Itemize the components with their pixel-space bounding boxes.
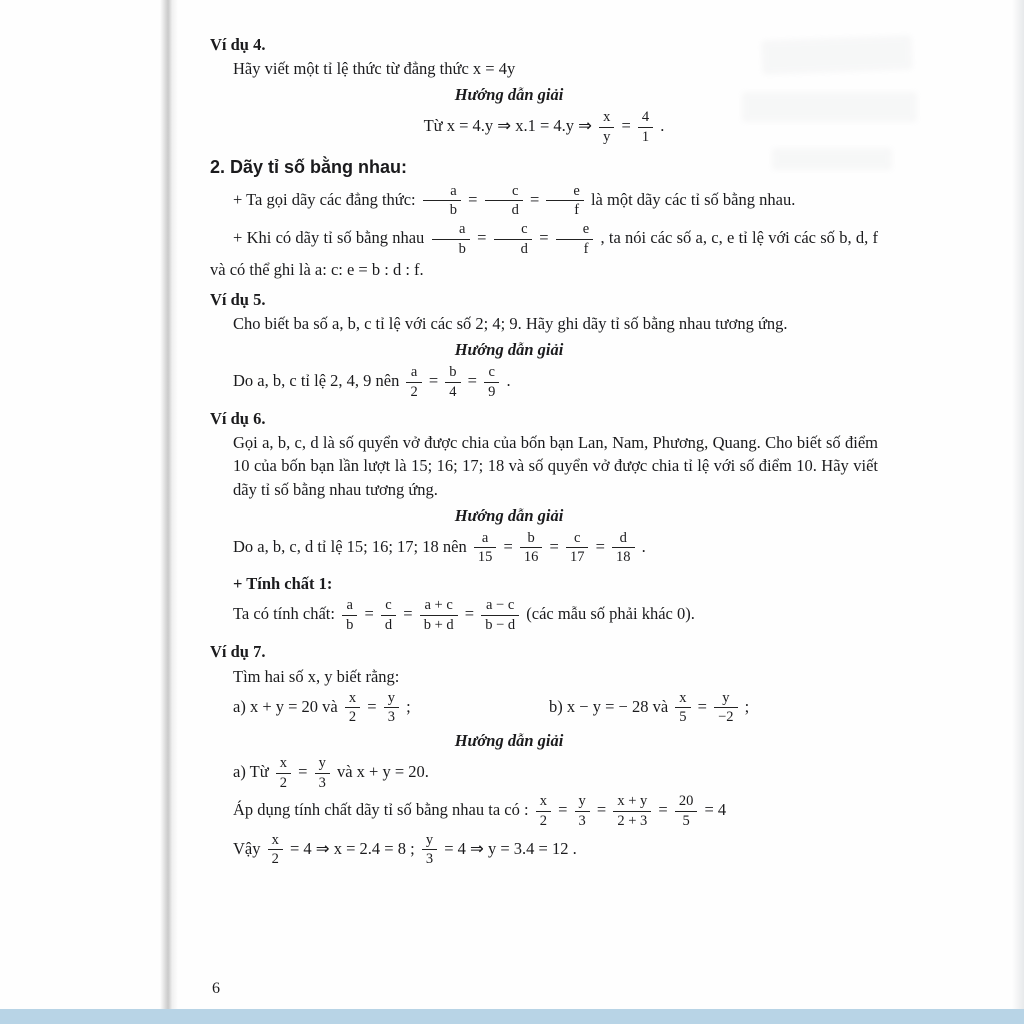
block-math: Do a, b, c tỉ lệ 2, 4, 9 nên $\frac{a}{2}$ = $\frac{b}{4}$ = $\frac{c}{9}$ . (233, 363, 511, 400)
fraction-denominator: 2 (539, 813, 547, 830)
fraction-numerator: e (546, 183, 583, 202)
fraction-denominator: 5 (682, 813, 690, 830)
fraction-numerator: 20 (675, 793, 698, 812)
block-math: + Ta gọi dãy các đẳng thức: $\frac{a}{b}$ = $\frac{c}{d}$ = $\frac{e}{f}$ là một dãy các tỉ số bằng nhau. (233, 182, 796, 219)
block-example: Ví dụ 6. (210, 409, 266, 429)
block-solution: Hướng dẫn giải (454, 339, 564, 359)
fraction-denominator: 2 (348, 709, 357, 726)
fraction-numerator: 4 (638, 109, 653, 128)
fraction-numerator: y (422, 832, 437, 851)
fraction-denominator: b + d (423, 616, 454, 633)
fraction-numerator: x (345, 690, 360, 709)
fraction-numerator: a − c (481, 597, 519, 616)
fraction-numerator: c (485, 183, 523, 202)
fraction (422, 832, 437, 868)
fraction (556, 221, 593, 257)
fraction (342, 597, 357, 633)
fraction-denominator: b (346, 616, 354, 633)
fraction-denominator: 15 (477, 549, 493, 566)
fraction (445, 364, 460, 400)
block-math: Vậy $\frac{x}{2}$ = 4 ⇒ x = 2.4 = 8 ; $\frac{y}{3}$ = 4 ⇒ y = 3.4 = 12 . (233, 831, 577, 868)
fraction (714, 690, 737, 726)
block-example: Ví dụ 4. (210, 35, 266, 54)
fraction (546, 183, 583, 219)
fraction-denominator: 1 (641, 128, 650, 145)
fraction-numerator: a (342, 597, 357, 616)
fraction (423, 183, 461, 219)
fraction-numerator: c (484, 364, 499, 383)
fraction (315, 755, 330, 791)
fraction (384, 690, 399, 726)
fraction (638, 109, 653, 145)
fraction-numerator: b (520, 530, 543, 549)
block-para: Gọi a, b, c, d là số quyển vở được chia của bốn bạn Lan, Nam, Phương, Quang. Cho biết số điểm 10 của bốn bạn lần lượt là 15; 16; 17; 18 và số quyển vở được chia tỉ lệ với số điểm 10. Hãy viết dãy tỉ số bằng nhau tương ứng. (233, 433, 878, 499)
fraction-numerator: x (599, 109, 614, 128)
fraction-denominator: b (449, 202, 458, 219)
fraction-denominator: 16 (523, 549, 539, 566)
fraction (575, 793, 590, 829)
block-cols (210, 690, 878, 726)
block-solution: Hướng dẫn giải (454, 85, 564, 105)
book-spine-shadow (160, 0, 178, 1009)
fraction-denominator: 3 (578, 813, 586, 830)
fraction-numerator: d (612, 530, 635, 549)
fraction-numerator: x (536, 793, 551, 812)
document-content (210, 26, 878, 870)
fraction-numerator: b (445, 364, 460, 383)
fraction-numerator: a (406, 364, 421, 383)
fraction-denominator: y (603, 128, 611, 145)
block-example: Ví dụ 7. (210, 642, 266, 662)
fraction-denominator: b (458, 240, 466, 257)
fraction-denominator: 2 + 3 (617, 813, 648, 830)
fraction-denominator: b − d (485, 616, 516, 633)
fraction-denominator: 2 (271, 851, 279, 868)
fraction-denominator: 3 (425, 851, 434, 868)
page-right-edge-shadow (1012, 0, 1024, 1009)
block-para: Cho biết ba số a, b, c tỉ lệ với các số 2; 4; 9. Hãy ghi dãy tỉ số bằng nhau tương ứng. (233, 313, 788, 333)
fraction-denominator: 2 (410, 383, 418, 400)
fraction-numerator: y (315, 755, 330, 774)
fraction-numerator: x (675, 690, 690, 709)
fraction (345, 690, 360, 726)
block-math: Ta có tính chất: $\frac{a}{b}$ = $\frac{c}{d}$ = $\frac{a + c}{b + d}$ = $\frac{a - c}{b - d}$ (các mẫu số phải khác 0). (233, 597, 695, 633)
fraction (420, 597, 458, 633)
fraction (481, 597, 519, 633)
block-solution: Hướng dẫn giải (454, 731, 564, 750)
fraction-numerator: a + c (420, 597, 458, 616)
fraction-numerator: c (381, 597, 396, 616)
block-section: 2. Dãy tỉ số bằng nhau: (210, 156, 408, 177)
fraction-denominator: 17 (569, 549, 585, 566)
fraction-denominator: 9 (488, 383, 496, 400)
footer-color-strip (0, 1009, 1024, 1024)
block-para: Tìm hai số x, y biết rằng: (233, 666, 400, 686)
fraction (406, 364, 421, 400)
fraction-denominator: −2 (718, 709, 734, 726)
fraction-numerator: a (474, 530, 497, 549)
fraction-denominator: d (511, 202, 519, 219)
fraction (268, 832, 283, 868)
block-example: Ví dụ 5. (210, 289, 266, 309)
fraction-denominator: 3 (387, 709, 395, 726)
fraction (276, 755, 291, 791)
page-number: 6 (212, 980, 220, 997)
fraction-numerator: x + y (613, 793, 651, 812)
fraction-denominator: f (574, 202, 580, 219)
fraction (494, 221, 532, 257)
math-line: b) x − y = − 28 và $\frac{x}{5}$ = $\frac{y}{-2}$ ; (549, 689, 750, 726)
fraction-numerator: a (423, 183, 461, 202)
block-sub: + Tính chất 1: (233, 574, 333, 594)
fraction (536, 793, 551, 829)
fraction (485, 183, 523, 219)
fraction-denominator: 18 (616, 549, 631, 566)
fraction-denominator: d (520, 240, 528, 257)
fraction-denominator: f (583, 240, 589, 257)
fraction-numerator: a (432, 221, 470, 240)
fraction (520, 530, 543, 566)
fraction-numerator: x (268, 832, 283, 851)
fraction (474, 530, 497, 566)
fraction (566, 530, 589, 566)
fraction-numerator: y (384, 690, 399, 709)
block-math: Áp dụng tính chất dãy tỉ số bằng nhau ta có : $\frac{x}{2}$ = $\frac{y}{3}$ = $\frac{x + y}{2 + 3}$ = $\frac{20}{5}$ = 4 (233, 793, 727, 830)
fraction-numerator: c (494, 221, 532, 240)
fraction (675, 793, 698, 829)
block-math: + Khi có dãy tỉ số bằng nhau $\frac{a}{b}$ = $\frac{c}{d}$ = $\frac{e}{f}$ , ta nói các số a, c, e tỉ lệ với các số b, d, f và có thể ghi là a: c: e = b : d : f. (210, 221, 878, 279)
fraction-numerator: y (575, 793, 590, 812)
block-math: a) Từ $\frac{x}{2}$ = $\frac{y}{3}$ và x + y = 20. (233, 755, 429, 791)
fraction-numerator: y (714, 690, 737, 709)
fraction-denominator: 5 (679, 709, 687, 726)
block-para: Hãy viết một tỉ lệ thức từ đẳng thức x = 4y (233, 59, 516, 79)
fraction-numerator: x (276, 755, 291, 774)
fraction (381, 597, 396, 633)
fraction-denominator: 3 (318, 774, 326, 791)
block-solution: Hướng dẫn giải (454, 505, 564, 525)
fraction-denominator: 4 (449, 383, 457, 400)
fraction-numerator: e (556, 221, 593, 240)
fraction (675, 690, 690, 726)
fraction-numerator: c (566, 530, 589, 549)
fraction (612, 530, 635, 566)
block-math: Do a, b, c, d tỉ lệ 15; 16; 17; 18 nên $\frac{a}{15}$ = $\frac{b}{16}$ = $\frac{c}{17}$ = $\frac{d}{18}$ . (233, 529, 646, 566)
fraction (599, 109, 614, 145)
math-line: a) x + y = 20 và $\frac{x}{2}$ = $\frac{y}{3}$ ; (233, 689, 411, 726)
fraction (613, 793, 651, 829)
fraction (432, 221, 470, 257)
block-math: Từ x = 4.y ⇒ x.1 = 4.y ⇒ $\frac{x}{y}$ = $\frac{4}{1}$ . (423, 109, 665, 145)
fraction (484, 364, 499, 400)
fraction-denominator: 2 (279, 774, 288, 791)
fraction-denominator: d (384, 616, 393, 633)
